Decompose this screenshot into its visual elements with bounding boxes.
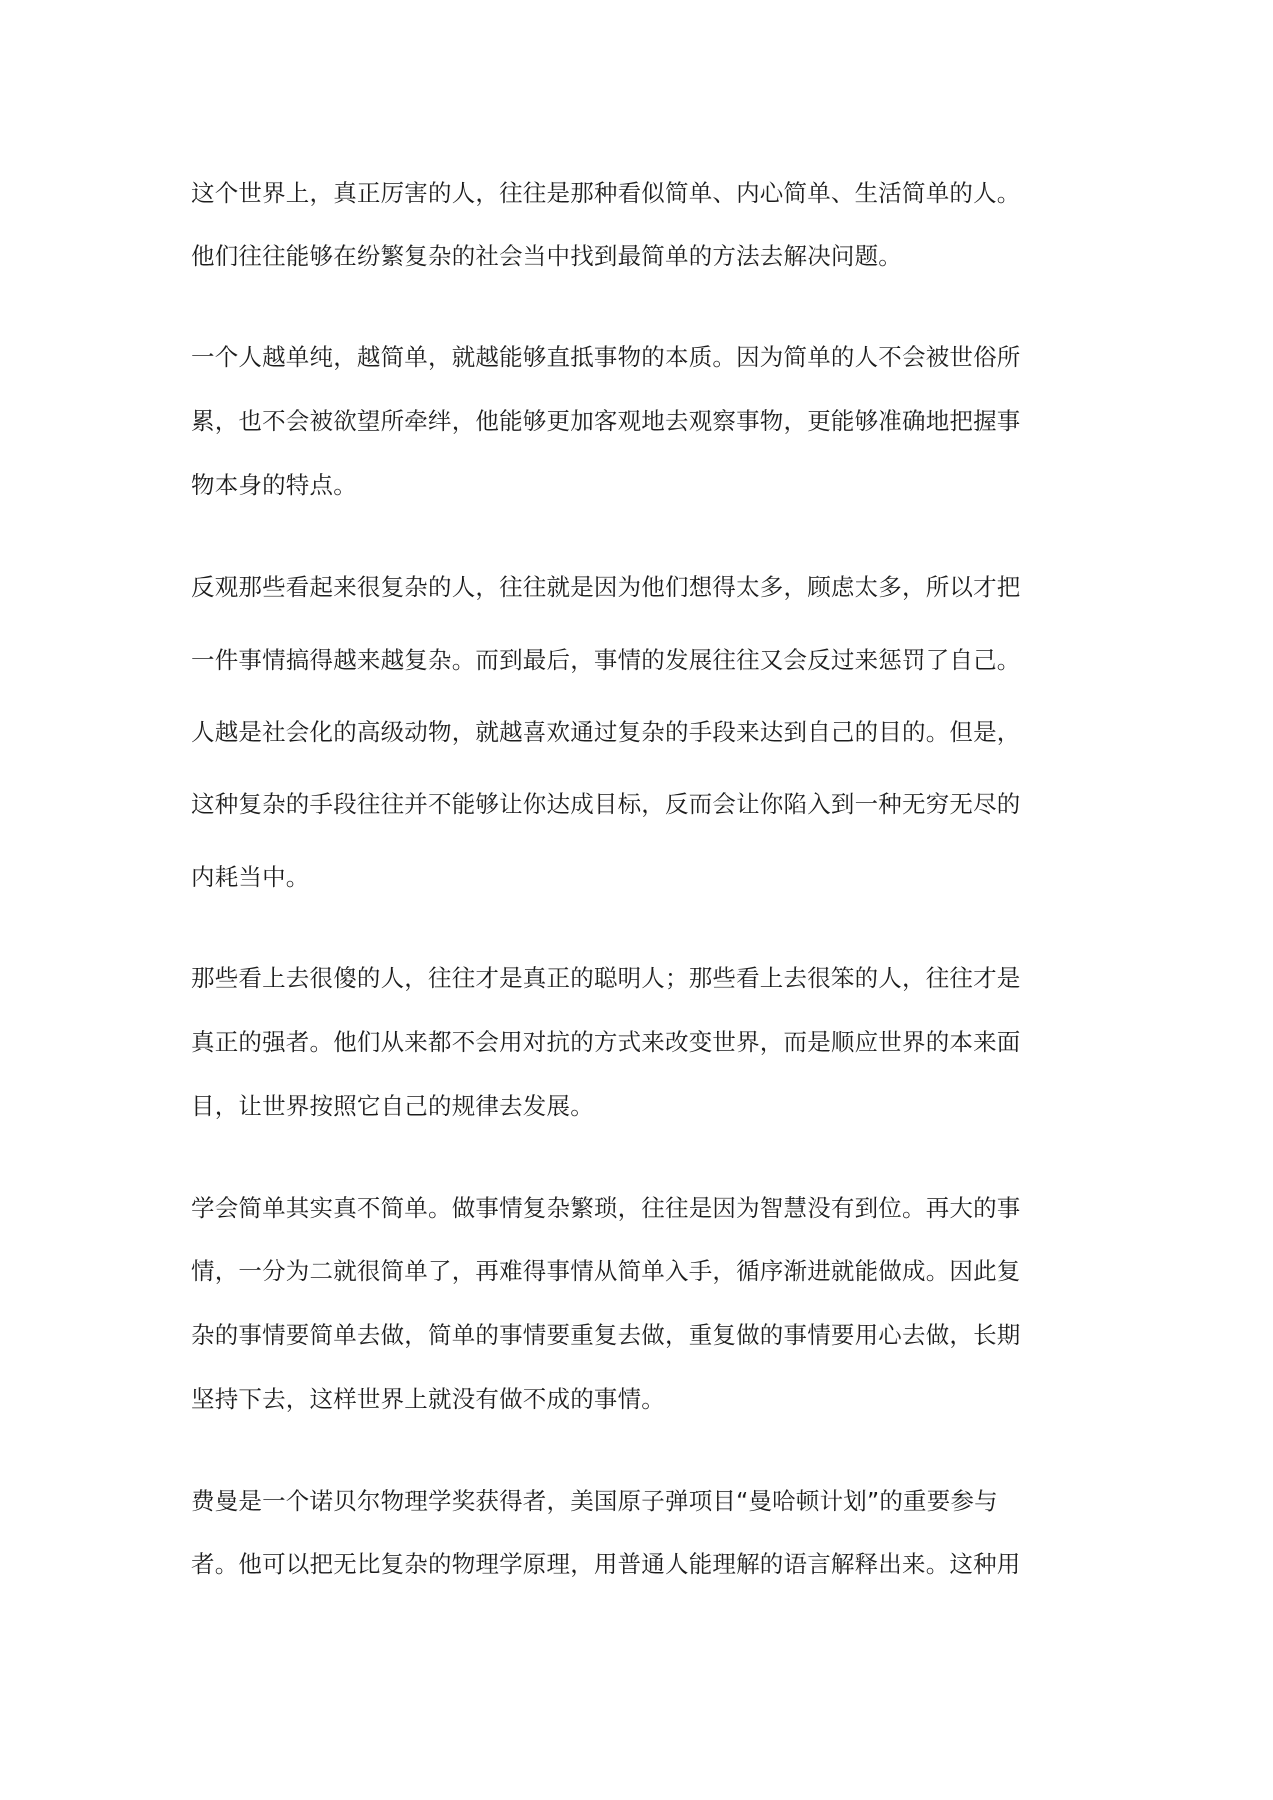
text-line: 坚持下去，这样世界上就没有做不成的事情。 (191, 1385, 665, 1413)
text-line: 人越是社会化的高级动物，就越喜欢通过复杂的手段来达到自己的目的。但是， (191, 718, 1021, 746)
text-line: 情，一分为二就很简单了，再难得事情从简单入手，循序渐进就能做成。因此复 (191, 1257, 1021, 1285)
text-line: 他们往往能够在纷繁复杂的社会当中找到最简单的方法去解决问题。 (191, 242, 902, 270)
text-line: 一个人越单纯，越简单，就越能够直抵事物的本质。因为简单的人不会被世俗所 (191, 343, 1021, 371)
text-line: 这种复杂的手段往往并不能够让你达成目标，反而会让你陷入到一种无穷无尽的 (191, 790, 1021, 818)
text-line: 一件事情搞得越来越复杂。而到最后，事情的发展往往又会反过来惩罚了自己。 (191, 646, 1021, 674)
text-line: 那些看上去很傻的人，往往才是真正的聪明人；那些看上去很笨的人，往往才是 (191, 964, 1021, 992)
text-line: 费曼是一个诺贝尔物理学奖获得者，美国原子弹项目“曼哈顿计划”的重要参与 (191, 1487, 998, 1515)
text-line: 这个世界上，真正厉害的人，往往是那种看似简单、内心简单、生活简单的人。 (191, 179, 1021, 207)
text-line: 杂的事情要简单去做，简单的事情要重复去做，重复做的事情要用心去做，长期 (191, 1321, 1021, 1349)
text-line: 物本身的特点。 (191, 471, 357, 499)
text-line: 累，也不会被欲望所牵绊，他能够更加客观地去观察事物，更能够准确地把握事 (191, 407, 1021, 435)
text-line: 者。他可以把无比复杂的物理学原理，用普通人能理解的语言解释出来。这种用 (191, 1550, 1021, 1578)
text-line: 学会简单其实真不简单。做事情复杂繁琐，往往是因为智慧没有到位。再大的事 (191, 1194, 1021, 1222)
text-line: 反观那些看起来很复杂的人，往往就是因为他们想得太多，顾虑太多，所以才把 (191, 573, 1021, 601)
text-line: 内耗当中。 (191, 863, 310, 891)
text-line: 目，让世界按照它自己的规律去发展。 (191, 1092, 594, 1120)
text-line: 真正的强者。他们从来都不会用对抗的方式来改变世界，而是顺应世界的本来面 (191, 1028, 1021, 1056)
